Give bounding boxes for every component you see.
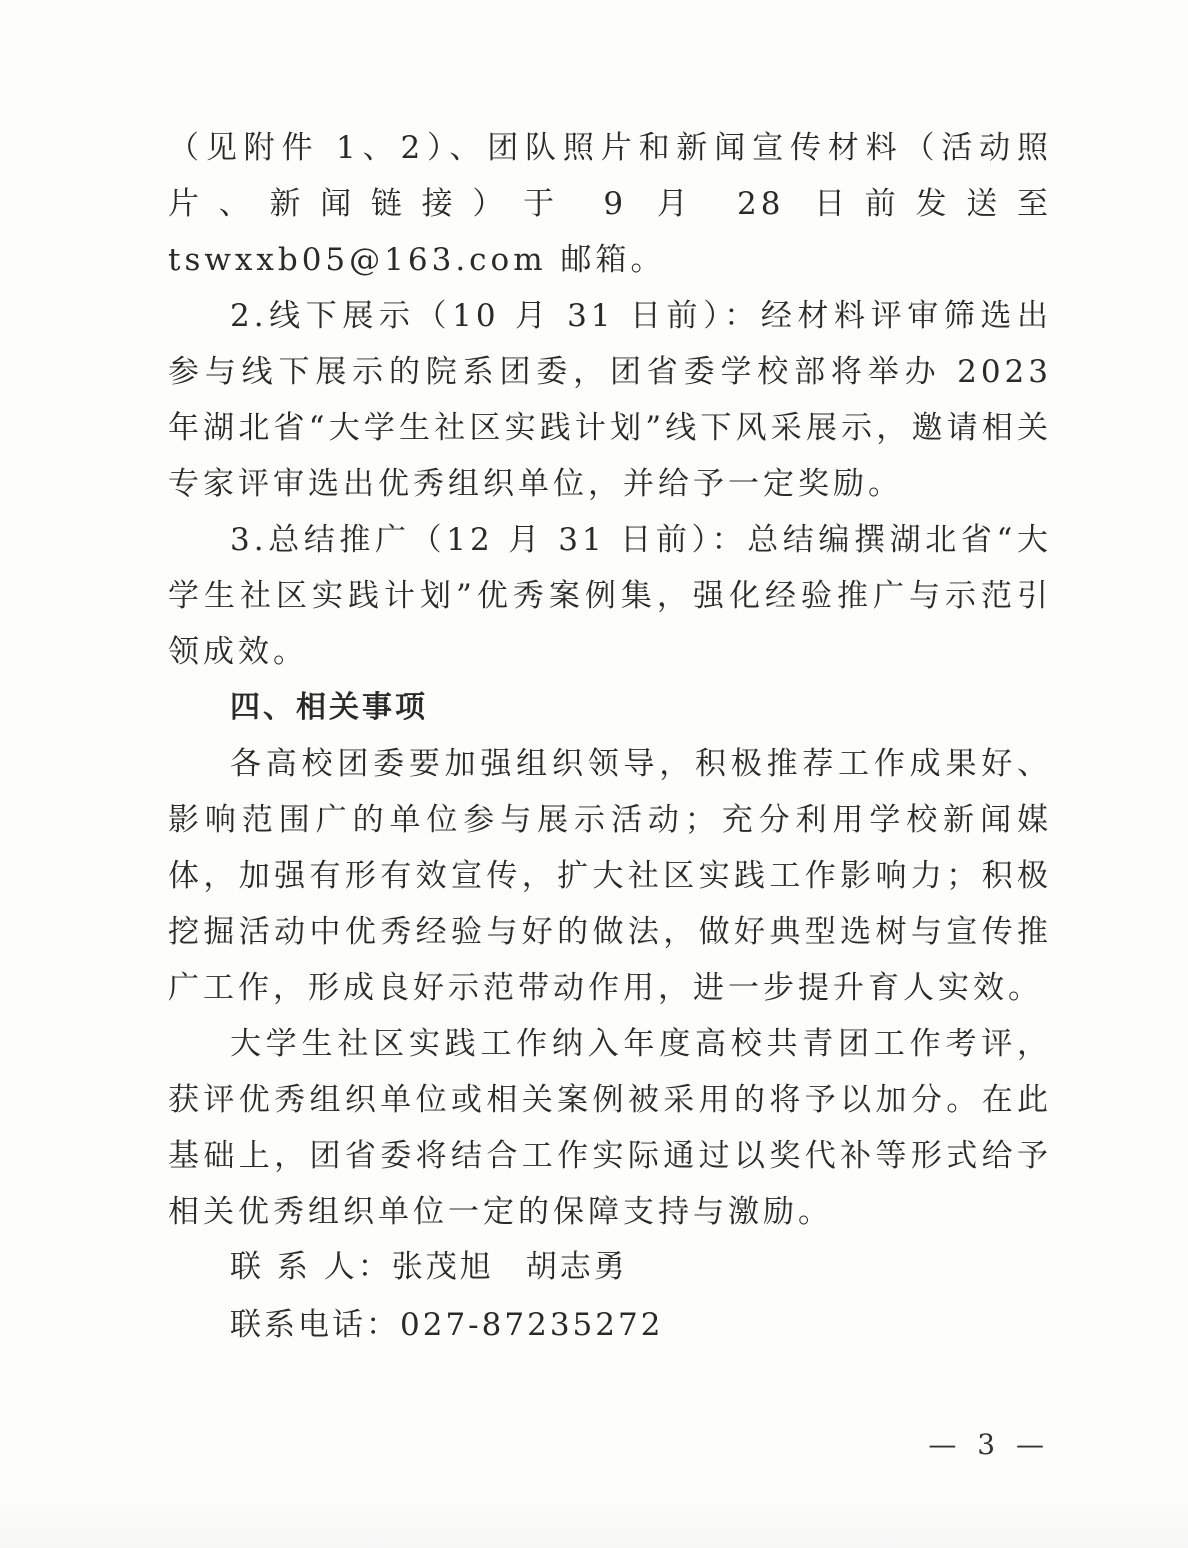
- paragraph-evaluation: 大学生社区实践工作纳入年度高校共青团工作考评，获评优秀组织单位或相关案例被采用的将予以加分。在此基础上，团省委将结合工作实际通过以奖代补等形式给予相关优秀组织单位一定的保障支持与激励。: [168, 1026, 1052, 1230]
- page-number: — 3 —: [928, 1428, 1050, 1461]
- contact-block: [230, 1238, 663, 1354]
- paragraph-requirements: 各高校团委要加强组织领导，积极推荐工作成果好、影响范围广的单位参与展示活动；充分利用学校新闻媒体，加强有形有效宣传，扩大社区实践工作影响力；积极挖掘活动中优秀经验与好的做法，做好典型选树与宣传推广工作，形成良好示范带动作用，进一步提升育人实效。: [168, 746, 1052, 1006]
- contact-person-2: 胡志勇: [525, 1249, 628, 1285]
- document-body: [168, 120, 1052, 1240]
- contact-person-label: 联 系 人：: [230, 1249, 392, 1285]
- contact-person-1: 张茂旭: [391, 1249, 494, 1285]
- contact-phone-line: [230, 1296, 663, 1354]
- scan-edge-shading: [0, 1488, 1188, 1548]
- contact-phone-number: 027-87235272: [400, 1307, 664, 1343]
- contact-phone-label: 联系电话：: [230, 1307, 400, 1343]
- paragraph-offline-showcase: 2.线下展示（10 月 31 日前）：经材料评审筛选出参与线下展示的院系团委，团省委学校部将举办 2023 年湖北省“大学生社区实践计划”线下风采展示，邀请相关专家评审选出优秀组织单位，并给予一定奖励。: [168, 298, 1052, 502]
- contact-persons-line: [230, 1238, 663, 1296]
- paragraph-summary-promotion: 3.总结推广（12 月 31 日前）：总结编撰湖北省“大学生社区实践计划”优秀案例集，强化经验推广与示范引领成效。: [168, 522, 1052, 670]
- section-heading: 四、相关事项: [230, 690, 428, 725]
- paragraph-attachments: （见附件 1、2）、团队照片和新闻宣传材料（活动照片、新闻链接）于 9 月 28 日前发送至 tswxxb05@163.com 邮箱。: [168, 130, 1052, 278]
